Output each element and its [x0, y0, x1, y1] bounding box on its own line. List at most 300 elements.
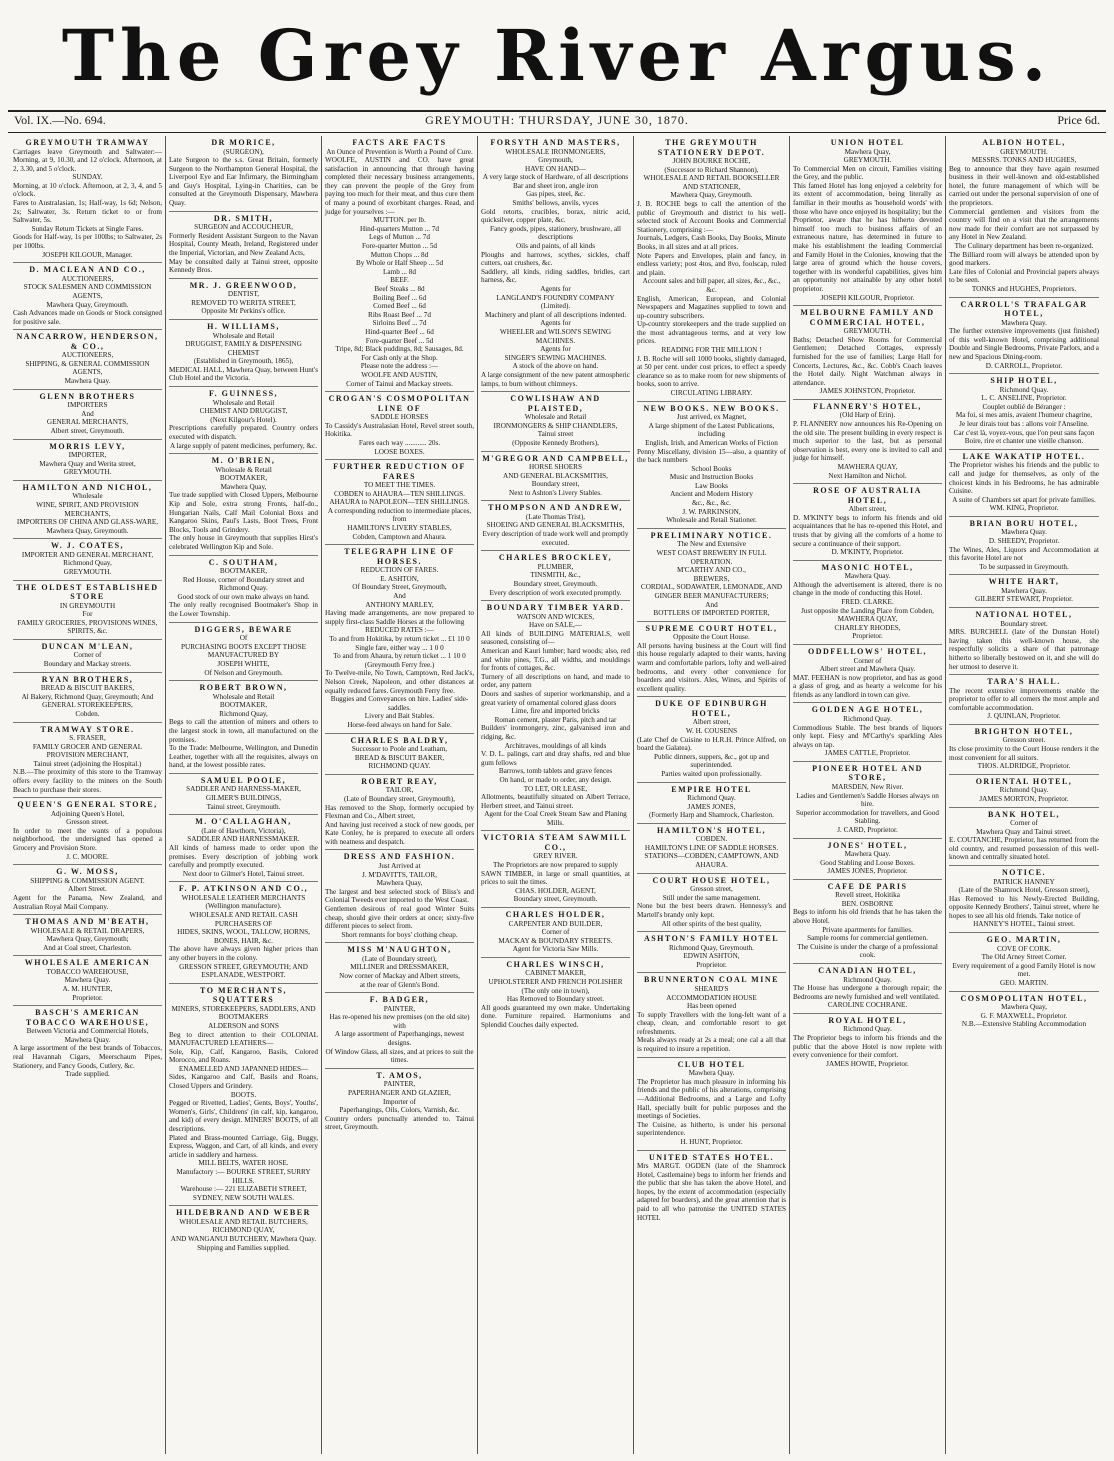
advertisement-line: Revell street, Hokitika	[835, 891, 900, 900]
advertisement-line: GILMER'S BUILDINGS,	[205, 794, 282, 803]
advertisement-heading: UNION HOTEL	[830, 138, 905, 147]
advertisement-line: TO LET, OR LEASE,	[523, 784, 588, 793]
advertisement-line: Short remnants for boys' clothing cheap.	[341, 930, 458, 939]
advertisement-line: J. W. PARKINSON,	[682, 507, 741, 516]
advertisement-line: Boire, rire et chanter une vieille chanson.	[964, 437, 1084, 446]
advertisement-line: Richmond Quay.	[999, 786, 1049, 795]
advertisement-line: Parties waited upon professionally.	[661, 769, 762, 778]
advertisement-heading: CAFE DE PARIS	[827, 881, 908, 891]
advertisement	[793, 400, 942, 484]
advertisement-line: LANGLAND'S FOUNDRY COMPANY (Limited).	[496, 293, 615, 311]
advertisement-line: Between Victoria and Commercial Hotels, Mawhera Quay.	[26, 1027, 149, 1044]
advertisement	[169, 320, 318, 387]
advertisement-line: Pegged or Rivetted, Ladies', Gents, Boys', Youths', Women's, Girls', Childrens' (in calf, kip, kangaroo, and kid) of every design. MINERS' BOOTS, of all descriptions.	[169, 1099, 318, 1134]
advertisement-line: J. B. ROCHE begs to call the attention of the public of Greymouth and district to his well-selected stock of Account Books and Commercial Stationery, comprising :—	[637, 199, 786, 234]
advertisement-line: A corresponding reduction to intermediate places, from	[327, 506, 472, 524]
advertisement-line: Allotments, beautifully situated on Albert Terrace, Herbert street, and Tainui street.	[481, 793, 630, 810]
advertisement-line: EDWIN ASHTON,	[683, 952, 740, 961]
advertisement	[325, 850, 474, 943]
advertisement	[949, 136, 1099, 298]
advertisement	[793, 839, 942, 880]
advertisement	[325, 136, 474, 392]
advertisement-line: Baths; Detached Show Rooms for Commercial Gentlemen; Detached Cottages, expressly furnished for the use of families; Large Hall for Concerts, Lectures, &c., &c. Cobb's Coach leaves the Hotel daily. Night Watchman always in attendance.	[793, 335, 942, 387]
advertisement-line: LOOSE BOXES.	[374, 447, 425, 456]
advertisement-line: Mawhera Quay.	[844, 850, 891, 858]
advertisement-heading: FORSYTH AND MASTERS,	[490, 138, 621, 147]
advertisement-line: Wholesale & Retail	[215, 465, 272, 474]
advertisement-line: (Late of Hawthorn, Victoria),	[201, 826, 286, 835]
advertisement-heading: BASCH'S AMERICAN TOBACCO WAREHOUSE,	[25, 1008, 150, 1027]
advertisement-line: The only house in Greymouth that supplies Hirst's celebrated Wellington Kip and Sole.	[169, 534, 318, 551]
advertisement-line: For Cash only at the Shop.	[361, 353, 438, 362]
advertisement-line: The New and Extensive	[677, 540, 746, 549]
advertisement-line: Goods for Half-way, 1s per 100lbs; to Saltwater, 2s per 100lbs.	[13, 233, 162, 251]
advertisement	[793, 964, 942, 1014]
advertisement-line: IMPORTER,	[68, 451, 107, 460]
advertisement-line: (SURGEON),	[223, 147, 264, 156]
advertisement-line: All persons having business at the Court will find this house regularly adapted to their wants, having warm and comfortable parlors, lofty and well-aired bedrooms, and every other convenience for boarders and visitors. Ales, Wines, and Spirits of excellent quality.	[637, 641, 786, 693]
advertisement	[325, 775, 474, 851]
advertisement-line: WEST COAST BREWERY IN FULL OPERATION.	[656, 548, 767, 566]
advertisement-line: MINERS, STOREKEEPERS, SADDLERS, AND BOOTMAKERS	[171, 1004, 316, 1022]
advertisement-line: Every description of trade work well and promptly executed.	[482, 530, 629, 547]
advertisement-line: COBDEN.	[695, 835, 728, 844]
advertisement-line: Cash Advances made on Goods or Stock consigned for positive sale.	[13, 309, 162, 326]
advertisement-line: Still under the same management.	[662, 893, 761, 902]
advertisement-line: Gresson street,	[690, 885, 733, 894]
dateline-rule	[8, 132, 1106, 133]
advertisement-line: The Cuisine, as hitherto, is under his personal superintendence.	[637, 1120, 786, 1138]
advertisement-line: Boiling Beef ... 6d	[372, 293, 427, 302]
advertisement-line: E. ASHTON,	[380, 574, 419, 583]
advertisement-line: Ancient and Modern History	[670, 490, 753, 499]
advertisement-line: HANNEY'S HOTEL, Tainui street.	[973, 920, 1075, 929]
advertisement-line: Sample rooms for commercial gentlemen.	[807, 934, 928, 943]
advertisement-heading: M'GREGOR AND CAMPBELL,	[482, 453, 629, 463]
advertisement-line: SINGER'S SEWING MACHINES.	[504, 353, 607, 362]
advertisement-line: Every description of work executed promptly.	[489, 588, 622, 597]
advertisement-line: JAMES JONES,	[687, 802, 736, 811]
advertisement-line: (Next Kilgour's Hotel).	[210, 415, 277, 424]
advertisement-line: STATIONS—COBDEN, CAMPTOWN, AND AHAURA.	[644, 852, 779, 870]
advertisement-line: Law Books	[695, 481, 728, 490]
advertisement-line: Late files of Colonial and Provincial papers always to be seen.	[949, 267, 1099, 285]
advertisement-line: N.B.—Extensive Stabling Accommodation	[961, 1020, 1087, 1029]
advertisement-line: SURGEON and ACCOUCHEUR,	[194, 223, 293, 232]
advertisement-line: May be consulted daily at Tainui street, opposite Kennedy Bros.	[169, 257, 318, 275]
advertisement-heading: FLANNERY'S HOTEL,	[813, 401, 922, 411]
advertisement-line: FRED. CLARKE.	[841, 598, 894, 607]
advertisement-line: Tripe, 8d; Black puddings, 8d; Sausages, 8d.	[335, 345, 464, 354]
advertisement-line: Trade supplied.	[65, 1070, 110, 1079]
advertisement-line: G. F. MAXWELL, Proprietor.	[980, 1011, 1068, 1020]
advertisement-line: HAVE ON HAND—	[525, 164, 586, 173]
advertisement	[481, 501, 630, 551]
advertisement	[13, 915, 162, 956]
advertisement-line: SAWN TIMBER, in large or small quantities, at prices to suit the times.	[481, 869, 630, 887]
advertisement-heading: MISS M'NAUGHTON,	[347, 945, 452, 955]
advertisement-line: A large assortment of Paperhangings, newest designs.	[334, 1030, 465, 1048]
advertisement-line: Formerly Resident Assistant Surgeon to the Navan Hospital, County Meath, Ireland, Registered under the Imperial, Victorian, and New Zealand Acts,	[169, 231, 318, 257]
advertisement-line: WM. KING, Proprietor.	[989, 504, 1059, 513]
advertisement-line: The above have always given higher prices than any other buyers in the colony.	[169, 945, 318, 962]
advertisement-line: Fore-quarter Mutton ... 5d	[361, 242, 438, 251]
advertisement-line: Greymouth,	[538, 156, 573, 165]
advertisement-line: FAMILY GROCERIES, PROVISIONS WINES, SPIRITS, &c.	[17, 618, 158, 636]
advertisement-line: English, American, European, and Colonial Newspapers and Magazines supplied to town and up-country subscribers.	[637, 294, 786, 320]
advertisement-heading: TRAMWAY STORE.	[40, 724, 135, 734]
advertisement	[13, 673, 162, 723]
advertisement-line: COBDEN to AHAURA—TEN SHILLINGS.	[334, 489, 465, 498]
advertisement-line: (The only one in town),	[521, 986, 590, 995]
advertisement-line: Single fare, either way ... 1 0 0	[355, 643, 444, 652]
advertisement-line: JAMES MORTON, Proprietor.	[979, 794, 1069, 803]
advertisement-line: GREY RIVER.	[533, 852, 578, 861]
advertisement-line: Warehouse :— 221 ELIZABETH STREET, SYDNEY, NEW SOUTH WALES.	[180, 1185, 307, 1202]
advertisement-line: Corner of	[541, 928, 570, 937]
advertisement-heading: ROBERT BROWN,	[199, 683, 288, 693]
advertisement-line: MAWHERA QUAY,	[837, 615, 898, 624]
advertisement-line: And	[393, 592, 406, 601]
advertisement-line: JAMES CATTLE, Proprietor.	[824, 749, 911, 758]
advertisement-line: Prescriptions carefully prepared. Country orders executed with dispatch.	[169, 424, 318, 441]
advertisement-line: TOBACCO WAREHOUSE,	[46, 967, 129, 976]
advertisement-line: AND GENERAL BLACKSMITHS,	[503, 471, 608, 480]
advertisement-line: &c., &c., &c.	[692, 499, 731, 508]
advertisement-line: GILBERT STEWART, Proprietor.	[975, 595, 1073, 604]
advertisement-line: To Commercial Men on circuit, Families visiting the Grey, and the public.	[793, 164, 942, 182]
advertisement-line: Gold retorts, crucibles, borax, nitric acid, quicksilver, copper plate, &c.	[481, 207, 630, 225]
advertisement-line: BREAD & BISCUIT BAKERS,	[40, 684, 135, 693]
advertisement-line: Mawhera Quay,	[844, 147, 891, 156]
advertisement-line: The House has undergone a thorough repair; the Bedrooms are newly furnished and well ventilated.	[793, 984, 942, 1001]
advertisement	[169, 136, 318, 212]
advertisement	[13, 136, 162, 263]
advertisement	[169, 279, 318, 320]
advertisement-line: PURCHASING BOOTS EXCEPT THOSE MANUFACTURED BY	[181, 642, 306, 660]
advertisement-heading: CHARLES HOLDER,	[505, 910, 606, 920]
advertisement-line: Every requirement of a good Family Hotel is now met.	[952, 961, 1096, 979]
advertisement-heading: FACTS ARE FACTS	[352, 138, 447, 147]
advertisement-line: Gas pipes, steel, &c.	[525, 190, 586, 199]
advertisement-line: PAPERHANGER AND GLAZIER,	[348, 1088, 451, 1097]
advertisement-line: GREYMOUTH.	[843, 156, 892, 165]
advertisement-line: Agent for the Panama, New Zealand, and Australian Royal Mail Company.	[13, 893, 162, 911]
advertisement-line: The Cuisine is under the charge of a professional cook.	[797, 942, 938, 960]
advertisement-line: CORDIAL, SODAWATER, LEMONADE, AND GINGER BEER MANUFACTURERS;	[640, 583, 783, 600]
advertisement-line: Adjoining Queen's Hotel,	[50, 809, 125, 818]
advertisement-line: MILL BELTS, WATER HOSE.	[198, 1159, 289, 1168]
advertisement-heading: DR MORICE,	[211, 138, 276, 147]
advertisement-line: Carriages leave Greymouth and Saltwater:— Morning, at 9, 10.30, and 12 o'clock. Afternoon, at 2, 3.30, and 5 o'clock.	[13, 147, 162, 173]
advertisement-line: IN GREYMOUTH	[59, 601, 116, 610]
advertisement-line: Je leur dirais tout bas : allons voir l'Anseline.	[959, 420, 1089, 429]
advertisement-line: HAMILTON'S LINE OF SADDLE HORSES.	[644, 843, 779, 852]
advertisement-line: Fares each way ............ 20s.	[358, 438, 441, 447]
advertisement-line: M'CARTHY AND CO.,	[677, 566, 746, 575]
advertisement-line: J. C. MOORE.	[66, 852, 109, 861]
advertisement-line: Sirloins Beef ... 7d	[372, 319, 427, 328]
advertisement-line: WATSON AND WICKES,	[516, 612, 595, 621]
advertisement	[793, 306, 942, 400]
advertisement-line: The Culinary department has been re-organized.	[954, 242, 1094, 251]
masthead	[0, 0, 1114, 110]
advertisement-heading: F. GUINNESS,	[208, 389, 279, 399]
advertisement-line: Agents for	[540, 285, 571, 293]
advertisement-heading: HAMILTON'S HOTEL,	[656, 825, 767, 835]
masthead-rule	[8, 110, 1106, 112]
advertisement-line: CHEMIST AND DRUGGIST,	[199, 407, 288, 416]
advertisement-heading: F. P. ATKINSON AND CO.,	[178, 884, 309, 894]
advertisement-heading: RYAN BROTHERS,	[41, 674, 134, 684]
advertisement-line: IMPORTER AND GENERAL MERCHANT,	[21, 550, 154, 559]
advertisement	[637, 136, 786, 402]
advertisement-line: Private apartments for families.	[822, 925, 913, 934]
advertisement-line: Next to Ashton's Livery Stables.	[509, 488, 602, 497]
advertisement-heading: NANCARROW, HENDERSON, & CO.,	[16, 332, 159, 351]
advertisement-line: The Proprietor begs to inform his friends and the public that the above Hotel is now replete with every convenience for their comfort.	[793, 1034, 942, 1060]
advertisement-line: Having made arrangements, are now prepared to supply first-class Saddle Horses at the following	[325, 609, 474, 626]
advertisement-line: School Books	[691, 464, 732, 473]
advertisement-line: The recent extensive improvements enable the proprietor to offer to all comers the most ample and comfortable accommodation.	[949, 686, 1099, 712]
advertisement	[325, 734, 474, 775]
advertisement	[793, 484, 942, 561]
advertisement-line: Has been opened	[686, 1002, 737, 1011]
advertisement-line: Mawhera Quay,	[376, 879, 423, 888]
advertisement-heading: GEO. MARTIN,	[986, 935, 1062, 945]
advertisement-line: Agent for Victoria Saw Mills.	[512, 945, 599, 954]
advertisement-line: Has Removed to Boundary street.	[506, 995, 605, 1004]
advertisement-heading: BOUNDARY TIMBER YARD.	[486, 603, 625, 613]
advertisement-line: GREYMOUTH.	[1000, 147, 1048, 156]
advertisement-line: Richmond Quay.	[843, 1025, 892, 1034]
advertisement-line: Oils and paints, of all kinds	[515, 242, 596, 251]
advertisement-line: A very large stock of Hardware, of all descriptions	[482, 173, 629, 182]
advertisement-line: Buggies and Conveyances on hire. Ladies' side-saddles.	[330, 695, 469, 712]
column-5	[634, 136, 790, 1454]
advertisement-line: Mawhera Quay.	[1001, 318, 1047, 327]
advertisement-line: The further extensive improvements (just finished) of this well-known Hotel, comprising additional Double and Single Bedrooms, Private Parlors, and a new and Spacious Dining-room.	[949, 327, 1099, 361]
advertisement-line: WOOLFE AND AUSTIN,	[361, 370, 438, 379]
advertisement-line: CHARLEY RHODES,	[834, 623, 901, 632]
advertisement-heading: FURTHER REDUCTION OF FARES	[333, 462, 466, 481]
advertisement-line: GREYMOUTH.	[63, 567, 112, 576]
advertisement-heading: THE OLDEST ESTABLISHED STORE	[16, 582, 159, 602]
advertisement-line: WOOLFE, AUSTIN and CO. have great satisfaction in announcing that through having completed their necessary business arrangements, they can prevent the people of the Grey from paying too much for their meat, and thus cure them of many a pound of exorbitant charges. Read, and judge for yourselves :—	[325, 156, 474, 216]
advertisement	[793, 703, 942, 761]
advertisement-heading: NATIONAL HOTEL,	[975, 610, 1073, 620]
advertisement-line: GENERAL STOREKEEPERS,	[42, 701, 133, 710]
advertisement	[169, 774, 318, 815]
advertisement-heading: ODDFELLOWS' HOTEL,	[807, 647, 928, 656]
advertisement-heading: T. AMOS,	[376, 1070, 423, 1080]
advertisement-line: at the rear of Glenn's Bond.	[359, 980, 440, 989]
advertisement-line: Good stock of our own make always on hand.	[177, 592, 310, 601]
newspaper-title: The Grey River Argus.	[61, 14, 1053, 97]
advertisement	[637, 973, 786, 1057]
advertisement-line: Please note the address :—	[360, 362, 439, 371]
advertisement-line: Begs to inform his old friends that he has taken the above Hotel.	[793, 908, 942, 926]
advertisement-line: All kinds of harness made to order upon the premises. Every description of jobbing work carefully and promptly executed.	[169, 843, 318, 870]
advertisement-heading: THOMAS AND M'BEATH,	[25, 917, 150, 927]
advertisement-line: Wholesale and Retail Stationer.	[666, 516, 757, 525]
advertisement-line: TONKS and HUGHES, Proprietors.	[971, 285, 1077, 293]
advertisement-line: Next Hamilton and Nichol.	[828, 471, 907, 480]
advertisement-line: All kinds of BUILDING MATERIALS, well seasoned, consisting of—	[481, 629, 630, 647]
advertisement	[949, 933, 1099, 991]
advertisement-line: Car c'est là, voyez-vous, que l'on peut sans façon	[953, 428, 1095, 437]
advertisement-line: Although the advertisement is altered, there is no change in the mode of conducting this Hotel.	[793, 580, 942, 598]
advertisement-line: BREWERS,	[693, 574, 730, 583]
advertisement-line: (Late Chef de Cuisine to H.R.H. Prince Alfred, on board the Galatea).	[637, 735, 786, 753]
advertisement-line: Beg to announce that they have again resumed business in their well-known and old-established hotel, the future management of which will be carried out under the personal supervision of one of the proprietors.	[949, 164, 1099, 208]
advertisement-line: W. H. COUSENS	[685, 726, 738, 735]
advertisement-line: Importer of	[383, 1097, 416, 1106]
advertisement-line: Manufactory :— BOURKE STREET, SURRY HILLS.	[176, 1168, 311, 1185]
advertisement-line: Has re-opened his new premises (on the old site) with	[329, 1013, 470, 1030]
advertisement-line: A large assortment of the best brands of Tobaccos, real Havannah Cigars, Meerschaum Pipes, Stationery, and Fancy Goods, Cutlery, &c.	[13, 1044, 162, 1070]
advertisement-line: TINSMITH, &c.,	[530, 571, 581, 580]
advertisement-line: Boundary street, Greymouth.	[513, 895, 598, 904]
advertisement-line: A large shipment of the Latest Publications, including	[648, 421, 775, 439]
advertisement-line: RICHMOND QUAY,	[212, 1226, 275, 1235]
advertisement-heading: H. WILLIAMS,	[207, 322, 280, 331]
advertisement-line: Albert street,	[692, 718, 731, 727]
advertisement	[949, 374, 1099, 450]
advertisement-line: READING FOR THE MILLION !	[661, 346, 762, 355]
advertisement-line: The Wines, Ales, Liquors and Accommodation at this favorite Hotel are not	[949, 545, 1099, 563]
advertisement-line: Of Nelson and Greymouth.	[204, 668, 283, 677]
advertisement-line: MEDICAL HALL, Mawhera Quay, between Hunt's Club Hotel and the Victoria.	[169, 365, 318, 383]
advertisement-line: Albert street, Greymouth.	[50, 426, 125, 435]
advertisement-line: Fore-quarter Beef ... 5d	[365, 336, 434, 345]
advertisement-line: REDUCTION OF FARES.	[360, 566, 439, 575]
advertisement-line: Mawhera Quay.	[64, 976, 111, 985]
advertisement-line: A suite of Chambers set apart for private families.	[952, 495, 1096, 504]
advertisement	[481, 392, 630, 451]
advertisement	[481, 136, 630, 392]
advertisement-line: Gresson street.	[66, 818, 109, 827]
advertisement-line: Albert street and Mawhera Quay.	[819, 665, 916, 674]
advertisement	[637, 932, 786, 973]
advertisement-line: On hand, or made to order, any design.	[499, 775, 612, 784]
advertisement-line: None but the best beers drawn. Hennessy's and Martell's brandy only kept.	[637, 902, 786, 919]
advertisement-line: MILLINER and DRESSMAKER,	[350, 963, 449, 972]
advertisement-line: JOSEPH KILGOUR, Manager.	[42, 250, 133, 259]
advertisement	[793, 762, 942, 839]
advertisement-line: BOOTMAKER,	[219, 701, 268, 710]
advertisement-line: For	[82, 610, 93, 619]
advertisement	[169, 623, 318, 681]
advertisement-line: Wholesale and Retail	[212, 398, 275, 407]
advertisement-line: To be surpassed in Greymouth.	[979, 562, 1069, 571]
column-4	[478, 136, 634, 1454]
advertisement-line: Barrows, tomb tablets and grave fences	[498, 767, 613, 776]
advertisement-line: The Billiard room will always be attended upon by good markers.	[949, 250, 1099, 268]
advertisement-line: To the Trade: Melbourne, Wellington, and Dunedin Leather, together with all the requisites, always on hand, at the lowest possible rates.	[169, 744, 318, 770]
advertisement-line: (Late Thomas Trist),	[525, 512, 586, 521]
advertisement-heading: TELEGRAPH LINE OF HORSES.	[344, 547, 455, 566]
advertisement-line: WHEELER and WILSON'S SEWING MACHINES.	[499, 327, 612, 345]
advertisement-line: Its close proximity to the Court House renders it the most convenient for all suitors.	[949, 745, 1099, 762]
advertisement-line: Proprietor.	[72, 993, 103, 1002]
advertisement-line: DENTIST,	[227, 290, 260, 299]
advertisement-line: The Proprietor has much pleasure in informing his friends and the public of his alterations, comprising—Additional Bedrooms, and a Large and Lofty Hall, specially built for public purposes and the meetings of Societies.	[637, 1077, 786, 1121]
advertisement-line: Doors and sashes of superior workmanship, and a great variety of ornamental colored glass doors	[481, 689, 630, 707]
advertisement-line: Country orders punctually attended to. Tainui street, Greymouth.	[325, 1114, 474, 1132]
advertisement	[949, 575, 1099, 608]
advertisement-line: JAMES JOHNSTON, Proprietor.	[819, 387, 916, 396]
advertisement-line: Lime, fire and imported bricks	[511, 707, 600, 716]
advertisement-line: Shipping and Families supplied.	[197, 1243, 290, 1252]
advertisement-line: Music and Instruction Books	[669, 473, 754, 482]
advertisement-heading: CARROLL'S TRAFALGAR HOTEL,	[960, 299, 1088, 319]
advertisement-line: Tue trade supplied with Closed Uppers, Melbourne Kip and Sole, extra strong Fronts, half-do., Hungarian Nails, Calf Mail Colonial Boxs and Kangaroo Skins, Paul's Lasts, Boot Trees, Front Blocks, Tools and Grindery.	[169, 491, 318, 534]
advertisement-heading: DUNCAN M'LEAN,	[41, 641, 134, 651]
advertisement	[169, 387, 318, 454]
advertisement-line: HIDES, SKINS, WOOL, TALLOW, HORNS, BONES, HAIR, &c.	[177, 928, 310, 945]
advertisement	[793, 561, 942, 645]
advertisement	[949, 675, 1099, 725]
advertisement	[949, 608, 1099, 675]
advertisement-line: Plated and Brass-mounted Carriage, Gig, Buggy, Express, Waggon, and Cart, of all kinds, and every article in saddlery and harness.	[169, 1133, 318, 1159]
advertisement-heading: WHITE HART,	[988, 577, 1060, 587]
advertisement-line: Richmond Quay.	[843, 975, 892, 984]
advertisement	[325, 943, 474, 993]
advertisement	[481, 601, 630, 831]
advertisement-line: Just opposite the Landing Place from Cobden,	[801, 606, 934, 615]
advertisement-line: Morning, at 10 o'clock. Afternoon, at 2, 3, 4, and 5 o'clock.	[13, 181, 162, 199]
advertisement-line: Sides, Kangaroo and Calf, Basils and Roans, Closed Uppers and Grindery.	[169, 1073, 318, 1091]
advertisement-line: English, Irish, and American Works of Fiction	[645, 438, 778, 447]
advertisement-line: JAMES JONES, Proprietor.	[827, 867, 908, 876]
advertisement-heading: ALBION HOTEL,	[982, 138, 1066, 147]
advertisement	[13, 390, 162, 440]
column-3	[322, 136, 478, 1454]
advertisement-heading: GOLDEN AGE HOTEL,	[811, 705, 924, 715]
advertisement-line: E. COUTANCHE, Proprietor, has returned from the old country, and resumed possession of this well-known and centrally situated hotel.	[949, 836, 1099, 862]
advertisement-line: JOSEPH WHITE,	[217, 659, 270, 668]
advertisement-line: Commodious Stable. The best brands of liquors only kept. Fiesy and M'Carthy's sparkling Ales always on tap.	[793, 723, 942, 749]
advertisement-heading: EMPIRE HOTEL	[671, 784, 752, 794]
advertisement	[13, 440, 162, 481]
advertisement-line: Richmond Quay,	[63, 559, 112, 568]
advertisement-line: Boundary street, Greymouth.	[513, 579, 598, 588]
advertisement-line: All goods guaranteed my own make. Undertaking done. Furniture repaired. Harmoniums and Splendid Couches daily expected.	[481, 1003, 630, 1029]
advertisement-line: The Proprietor wishes his friends and the public to call and judge for themselves, as only of the choicest kinds in his Bedrooms, he has admirable Cuisine.	[949, 461, 1099, 496]
advertisement-heading: GREYMOUTH TRAMWAY	[25, 138, 150, 147]
advertisement	[169, 556, 318, 623]
advertisement-line: D. M'KINTY, Proprietor.	[831, 548, 904, 557]
advertisement-line: Of Window Glass, all sizes, and at prices to suit the times.	[325, 1047, 474, 1065]
advertisement-line: Hind-quarters Mutton ... 7d	[359, 224, 440, 233]
advertisement-heading: HILDEBRAND AND WEBER	[176, 1208, 311, 1218]
advertisement-line: Opposite Mr Perkins's office.	[201, 307, 286, 316]
advertisement-line: Corner of	[853, 656, 882, 665]
advertisement	[169, 882, 318, 983]
advertisement-line: Mrs MARGT. OGDEN (late of the Shamrock Hotel, Castlemaine) begs to inform her friends and the public that she has taken the above Hotel, and hopes, by the extent of accommodation (especially adapted for boarders), and the great attention that is paid to all who patronise the UNITED STATES HOTEL	[637, 1162, 786, 1222]
advertisement	[169, 681, 318, 774]
advertisement-line: H. HUNT, Proprietor.	[680, 1137, 743, 1146]
advertisement-heading: DRESS AND FASHION.	[343, 852, 456, 862]
advertisement-heading: BANK HOTEL,	[987, 809, 1061, 819]
advertisement-line: Agents for	[540, 319, 571, 328]
volume-number: Vol. IX.—No. 694.	[14, 113, 106, 127]
advertisement	[169, 984, 318, 1207]
advertisement-line: AUCTIONEERS,	[61, 351, 114, 360]
advertisement-heading: MASONIC HOTEL,	[821, 562, 914, 572]
advertisement-line: Cobden, Camptown and Ahaura.	[352, 532, 447, 541]
